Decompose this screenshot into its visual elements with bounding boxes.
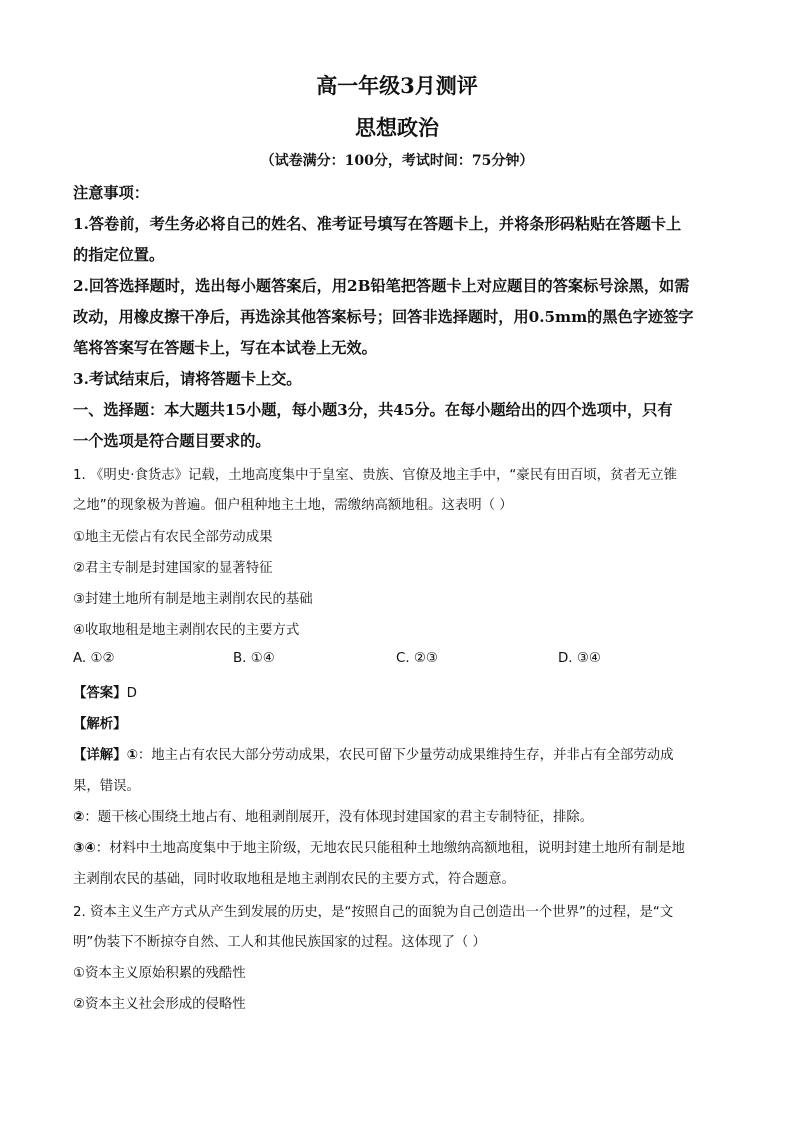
bracket-open: 【 (73, 686, 87, 701)
q1-option-a: A. ①② (73, 651, 115, 666)
exam-info: （试卷满分：100分，考试时间：75分钟） (260, 153, 534, 169)
q2-item-1: ①资本主义原始积累的残酷性 (73, 966, 246, 981)
bracket-close: 】 (113, 686, 127, 701)
q1-detail-line-2: 果，错误。 (73, 779, 140, 794)
note-2-line-1: 2.回答选择题时，选出每小题答案后，用2B铅笔把答题卡上对应题目的答案标号涂黑，如需 (73, 277, 690, 295)
bracket-open: 【 (73, 748, 87, 763)
exam-title: 高一年级3月测评 (316, 73, 478, 98)
q2-stem-line-2: 明”伪装下不断掠夺自然、工人和其他民族国家的过程。这体现了（ ） (73, 935, 486, 950)
detail-label: 详解 (86, 748, 114, 763)
note-1-line-1: 1.答卷前，考生务必将自己的姓名、准考证号填写在答题卡上，并将条形码粘贴在答题卡上 (73, 215, 682, 233)
q1-option-d: D. ③④ (558, 651, 601, 666)
q1-detail-3-line-1 (73, 837, 728, 856)
q1-stem-line-1: 1. 《明史·食货志》记载，土地高度集中于皇室、贵族、官僚及地主手中，“豪民有田百顷，贫者无立锥 (73, 468, 678, 483)
q1-item-4: ④收取地租是地主剥削农民的主要方式 (73, 623, 300, 638)
detail-1-text: ：地主占有农民大部分劳动成果，农民可留下少量劳动成果维持生存，并非占有全部劳动成 (137, 748, 674, 763)
q1-option-b: B. ①④ (233, 651, 275, 666)
bracket-close: 】 (113, 717, 127, 732)
q1-analysis-heading (73, 713, 728, 732)
subject-title: 思想政治 (355, 115, 439, 140)
detail-2-mark: ② (73, 810, 85, 825)
q1-answer (73, 682, 728, 701)
detail-3-mark: ③④ (73, 841, 96, 856)
note-1-line-2: 的指定位置。 (73, 246, 165, 264)
section-heading-line-2: 一个选项是符合题目要求的。 (73, 432, 271, 450)
note-2-line-3: 笔将答案写在答题卡上，写在本试卷上无效。 (73, 339, 377, 357)
q2-item-2: ②资本主义社会形成的侵略性 (73, 997, 246, 1012)
detail-1-mark: ① (126, 748, 138, 763)
detail-2-text: ：题干核心围绕土地占有、地租剥削展开，没有体现封建国家的君主专制特征，排除。 (84, 810, 594, 825)
q1-option-c: C. ②③ (396, 651, 438, 666)
q1-detail-2 (73, 806, 728, 825)
q1-stem-line-2: 之地”的现象极为普遍。佃户租种地主土地，需缴纳高额地租。这表明（ ） (73, 498, 513, 513)
notes-heading: 注意事项： (73, 184, 149, 202)
note-3: 3.考试结束后，请将答题卡上交。 (73, 370, 302, 388)
q1-item-1: ①地主无偿占有农民全部劳动成果 (73, 530, 273, 545)
bracket-close: 】 (113, 748, 127, 763)
detail-3-text: ：材料中土地高度集中于地主阶级，无地农民只能租种土地缴纳高额地租，说明封建土地所有制是地 (95, 841, 685, 856)
q1-item-2: ②君主专制是封建国家的显著特征 (73, 561, 273, 576)
q1-item-3: ③封建土地所有制是地主剥削农民的基础 (73, 592, 313, 607)
bracket-open: 【 (73, 717, 87, 732)
answer-value: D (126, 686, 137, 701)
analysis-label: 解析 (86, 717, 114, 732)
q1-detail-line-1 (73, 744, 728, 763)
q2-stem-line-1: 2. 资本主义生产方式从产生到发展的历史，是“按照自己的面貌为自己创造出一个世界”的过程，是“文 (73, 905, 674, 920)
answer-label: 答案 (86, 686, 114, 701)
note-2-line-2: 改动，用橡皮擦干净后，再选涂其他答案标号；回答非选择题时，用0.5mm的黑色字迹签字 (73, 308, 694, 326)
q1-detail-3-line-2: 主剥削农民的基础，同时收取地租是地主剥削农民的主要方式，符合题意。 (73, 872, 515, 887)
section-heading-line-1: 一、选择题：本大题共15小题，每小题3分，共45分。在每小题给出的四个选项中，只有 (73, 401, 673, 419)
